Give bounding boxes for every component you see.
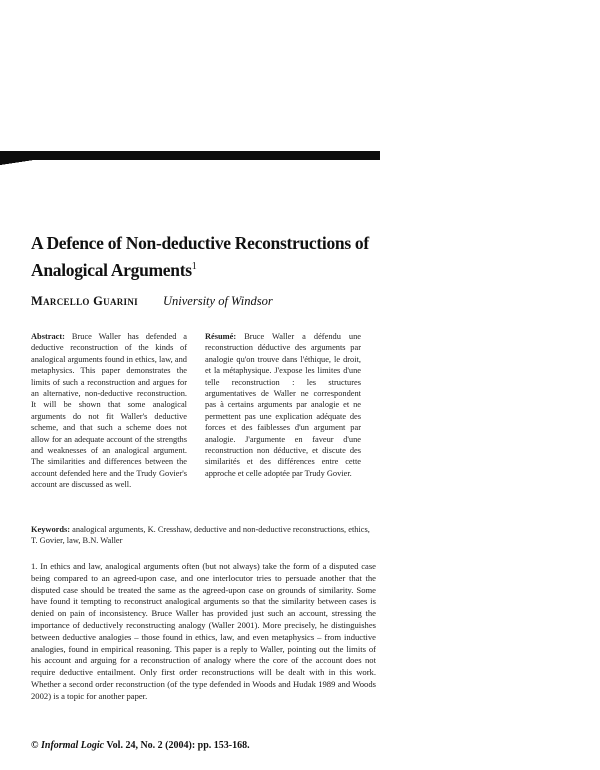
keywords-text: analogical arguments, K. Cresshaw, deductive and non-deductive reconstructions, ethics, T. Govier, law, B.N. Waller xyxy=(31,525,370,546)
copyright-symbol: © xyxy=(31,740,39,751)
article-title xyxy=(31,231,381,282)
author-name: Marcello Guarini xyxy=(31,294,138,308)
resume-label: Résumé: xyxy=(205,332,237,341)
author-line xyxy=(31,294,391,309)
keywords xyxy=(31,524,376,547)
abstract-text: Bruce Waller has defended a deductive reconstruction of the kinds of analogical arguments found in ethics, law, and metaphysics. This paper demonstrates the limits of such a reconstruction and argues for an alternative, non-deductive reconstruction. It will be shown that some analogical arguments do not fit Waller's deductive scheme, and that such a scheme does not allow for an adequate account of the strengths and weaknesses of an analogical argument. The similarities and differences between the account defended here and the Trudy Govier's account are discussed as well. xyxy=(31,332,188,490)
title-text: A Defence of Non-deductive Reconstructions of Analogical Arguments xyxy=(31,233,369,280)
journal-name: Informal Logic xyxy=(40,740,105,751)
journal-citation xyxy=(31,740,376,751)
resume-text: Bruce Waller a défendu une reconstruction déductive des arguments par analogie qu'on trouve dans l'éthique, le droit, et la métaphysique. J'expose les limites d'une telle reconstruction : les structures argumentatives de Waller ne correspondent pas à certains arguments par analogie et ne permettent pas une explication adéquate des forces et des faiblesses d'un argument par analogie. J'argumente en faveur d'une reconstruction non déductive, et discute des similarités et des différences entre cette approche et celle adoptée par Trudy Govier. xyxy=(205,332,361,478)
author-affiliation: University of Windsor xyxy=(163,294,273,308)
body-paragraph-1: 1. In ethics and law, analogical arguments often (but not always) take the form of a disputed case being compared to an agreed-upon case, and one interlocutor tries to persuade another that the disputed case should be treated the same as the agreed-upon case on grounds of similarity. Some have found it tempting to reconstruct analogical arguments so that the similarity between cases is denied on pain of inconsistency. Bruce Waller has provided just such an account, stressing the importance of deductively reconstructing analogy (Waller 2001). More precisely, he distinguishes between deductive analogies – those found in ethics, law, and even metaphysics – from inductive analogies, found in empirical reasoning. This paper is a reply to Waller, pointing out the limits of his account and arguing for a reconstruction of analogy where the core of the account does not require deductive entailment. Only first order reconstructions will be dealt with in this work. Whether a second order reconstruction (of the type defended in Woods and Hudak 1989 and Woods 2002) is a topic for another paper. xyxy=(31,561,376,701)
abstract-label: Abstract: xyxy=(31,332,65,341)
keywords-label: Keywords: xyxy=(31,525,71,534)
abstract-french xyxy=(205,331,361,479)
citation-details: Vol. 24, No. 2 (2004): pp. 153-168. xyxy=(106,740,250,751)
abstract-english xyxy=(31,331,187,491)
title-footnote-marker: 1 xyxy=(191,261,197,272)
header-rule-tail xyxy=(0,159,40,165)
header-rule xyxy=(0,151,380,160)
